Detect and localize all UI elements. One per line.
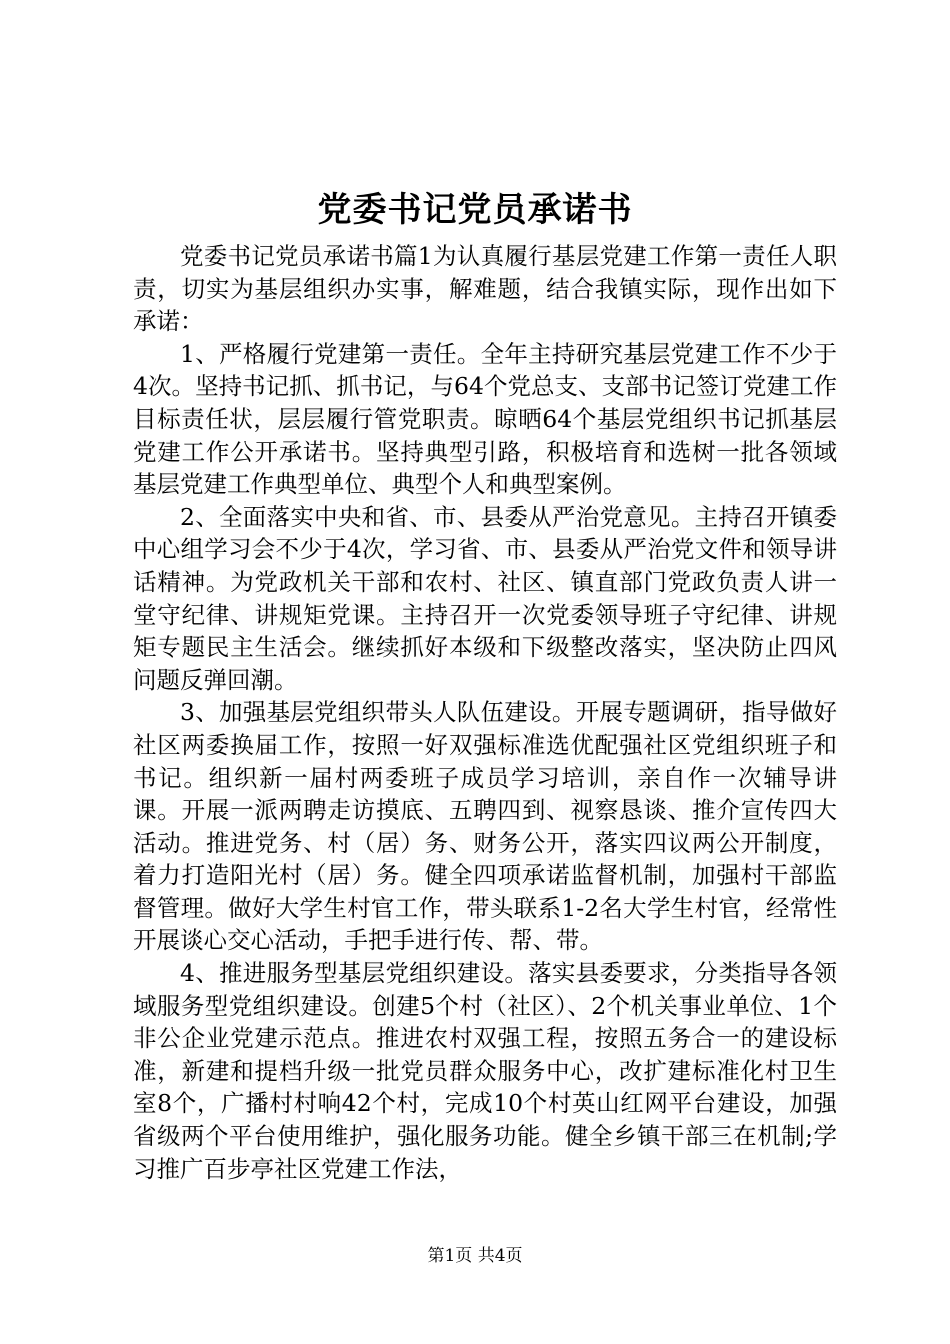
- page-title: 党委书记党员承诺书: [317, 190, 633, 230]
- paragraph-item-4: 4、推进服务型基层党组织建设。落实县委要求，分类指导各领域服务型党组织建设。创建5个村（社区）、2个机关事业单位、1个非公企业党建示范点。推进农村双强工程，按照五务合一的建设标准，新建和提档升级一批党员群众服务中心，改扩建标准化村卫生室8个，广播村村响42个村，完成10个村英山红网平台建设，加强省级两个平台使用维护，强化服务功能。健全乡镇干部三在机制;学习推广百步亭社区党建工作法，: [133, 959, 837, 1183]
- paragraph-item-3: 3、加强基层党组织带头人队伍建设。开展专题调研，指导做好社区两委换届工作，按照一好双强标准选优配强社区党组织班子和书记。组织新一届村两委班子成员学习培训，亲自作一次辅导讲课。开展一派两聘走访摸底、五聘四到、视察恳谈、推介宣传四大活动。推进党务、村（居）务、财务公开，落实四议两公开制度，着力打造阳光村（居）务。健全四项承诺监督机制，加强村干部监督管理。做好大学生村官工作，带头联系1-2名大学生村官，经常性开展谈心交心活动，手把手进行传、帮、带。: [133, 698, 837, 955]
- paragraph-intro: 党委书记党员承诺书篇1为认真履行基层党建工作第一责任人职责，切实为基层组织办实事，解难题，结合我镇实际，现作出如下承诺：: [133, 242, 837, 336]
- document-body: [133, 240, 837, 1185]
- paragraph-item-2: 2、全面落实中央和省、市、县委从严治党意见。主持召开镇委中心组学习会不少于4次，学习省、市、县委从严治党文件和领导讲话精神。为党政机关干部和农村、社区、镇直部门党政负责人讲一堂守纪律、讲规矩党课。主持召开一次党委领导班子守纪律、讲规矩专题民主生活会。继续抓好本级和下级整改落实，坚决防止四风问题反弹回潮。: [133, 502, 837, 694]
- paragraph-item-1: 1、严格履行党建第一责任。全年主持研究基层党建工作不少于4次。坚持书记抓、抓书记，与64个党总支、支部书记签订党建工作目标责任状，层层履行管党职责。晾晒64个基层党组织书记抓基层党建工作公开承诺书。坚持典型引路，积极培育和选树一批各领域基层党建工作典型单位、典型个人和典型案例。: [133, 339, 837, 499]
- page-number-footer: 第1页 共4页: [427, 1246, 523, 1266]
